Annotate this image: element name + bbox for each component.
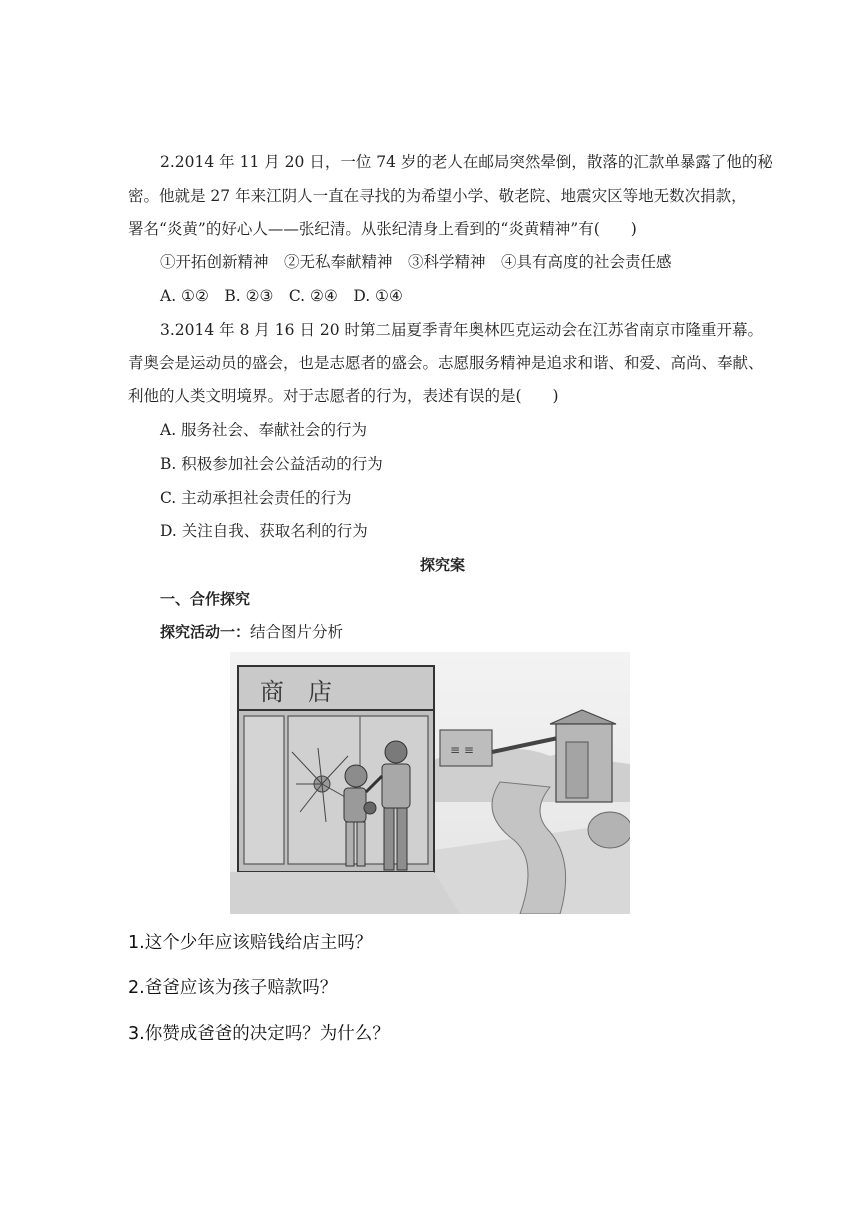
question-2-line-3: 署名“炎黄”的好心人——张纪清。从张纪清身上看到的“炎黄精神”有( ) [128, 220, 637, 238]
discussion-question-1: 1.这个少年应该赔钱给店主吗？ [128, 933, 373, 953]
illustration-svg [230, 652, 630, 914]
discussion-question-2: 2.爸爸应该为孩子赔款吗？ [128, 978, 338, 998]
question-3-option-c: C. 主动承担社会责任的行为 [160, 489, 352, 507]
question-2-items: ①开拓创新精神 ②无私奉献精神 ③科学精神 ④具有高度的社会责任感 [160, 253, 672, 271]
question-3-option-b: B. 积极参加社会公益活动的行为 [160, 455, 383, 473]
illustration-broken-shop-window [230, 652, 630, 914]
question-2-line-2: 密。他就是 27 年来江阴人一直在寻找的为希望小学、敬老院、地震灾区等地无数次捐款， [128, 187, 747, 205]
question-3-line-3: 利他的人类文明境界。对于志愿者的行为，表述有误的是( ) [128, 387, 559, 405]
booth-door [566, 742, 588, 798]
subsection-title: 一、合作探究 [160, 590, 251, 608]
question-3-option-a: A. 服务社会、奉献社会的行为 [160, 421, 368, 439]
activity-text: 结合图片分析 [250, 623, 344, 641]
activity-heading [160, 622, 770, 642]
question-3-line-2: 青奥会是运动员的盛会，也是志愿者的盛会。志愿服务精神是追求和谐、和爱、高尚、奉献、 [128, 354, 764, 372]
window-left [244, 716, 284, 864]
question-2-line-1: 2.2014 年 11 月 20 日，一位 74 岁的老人在邮局突然晕倒，散落的汇款单暴露了他的秘 [160, 153, 773, 171]
activity-label: 探究活动一： [160, 623, 251, 641]
question-2-choices: A. ①② B. ②③ C. ②④ D. ①④ [160, 287, 403, 305]
sidewalk [230, 872, 460, 914]
discussion-question-3: 3.你赞成爸爸的决定吗？为什么？ [128, 1024, 390, 1044]
section-title: 探究案 [420, 556, 466, 574]
ball [364, 802, 376, 814]
bush [588, 812, 630, 848]
shop-sign-text: 商 店 [260, 678, 332, 706]
question-3-option-d: D. 关注自我、获取名利的行为 [160, 522, 368, 540]
question-3-line-1: 3.2014 年 8 月 16 日 20 时第二届夏季青年奥林匹克运动会在江苏省南京市隆重开幕。 [160, 321, 764, 339]
gate-sign-mark: ≡ ≡ [450, 743, 474, 757]
